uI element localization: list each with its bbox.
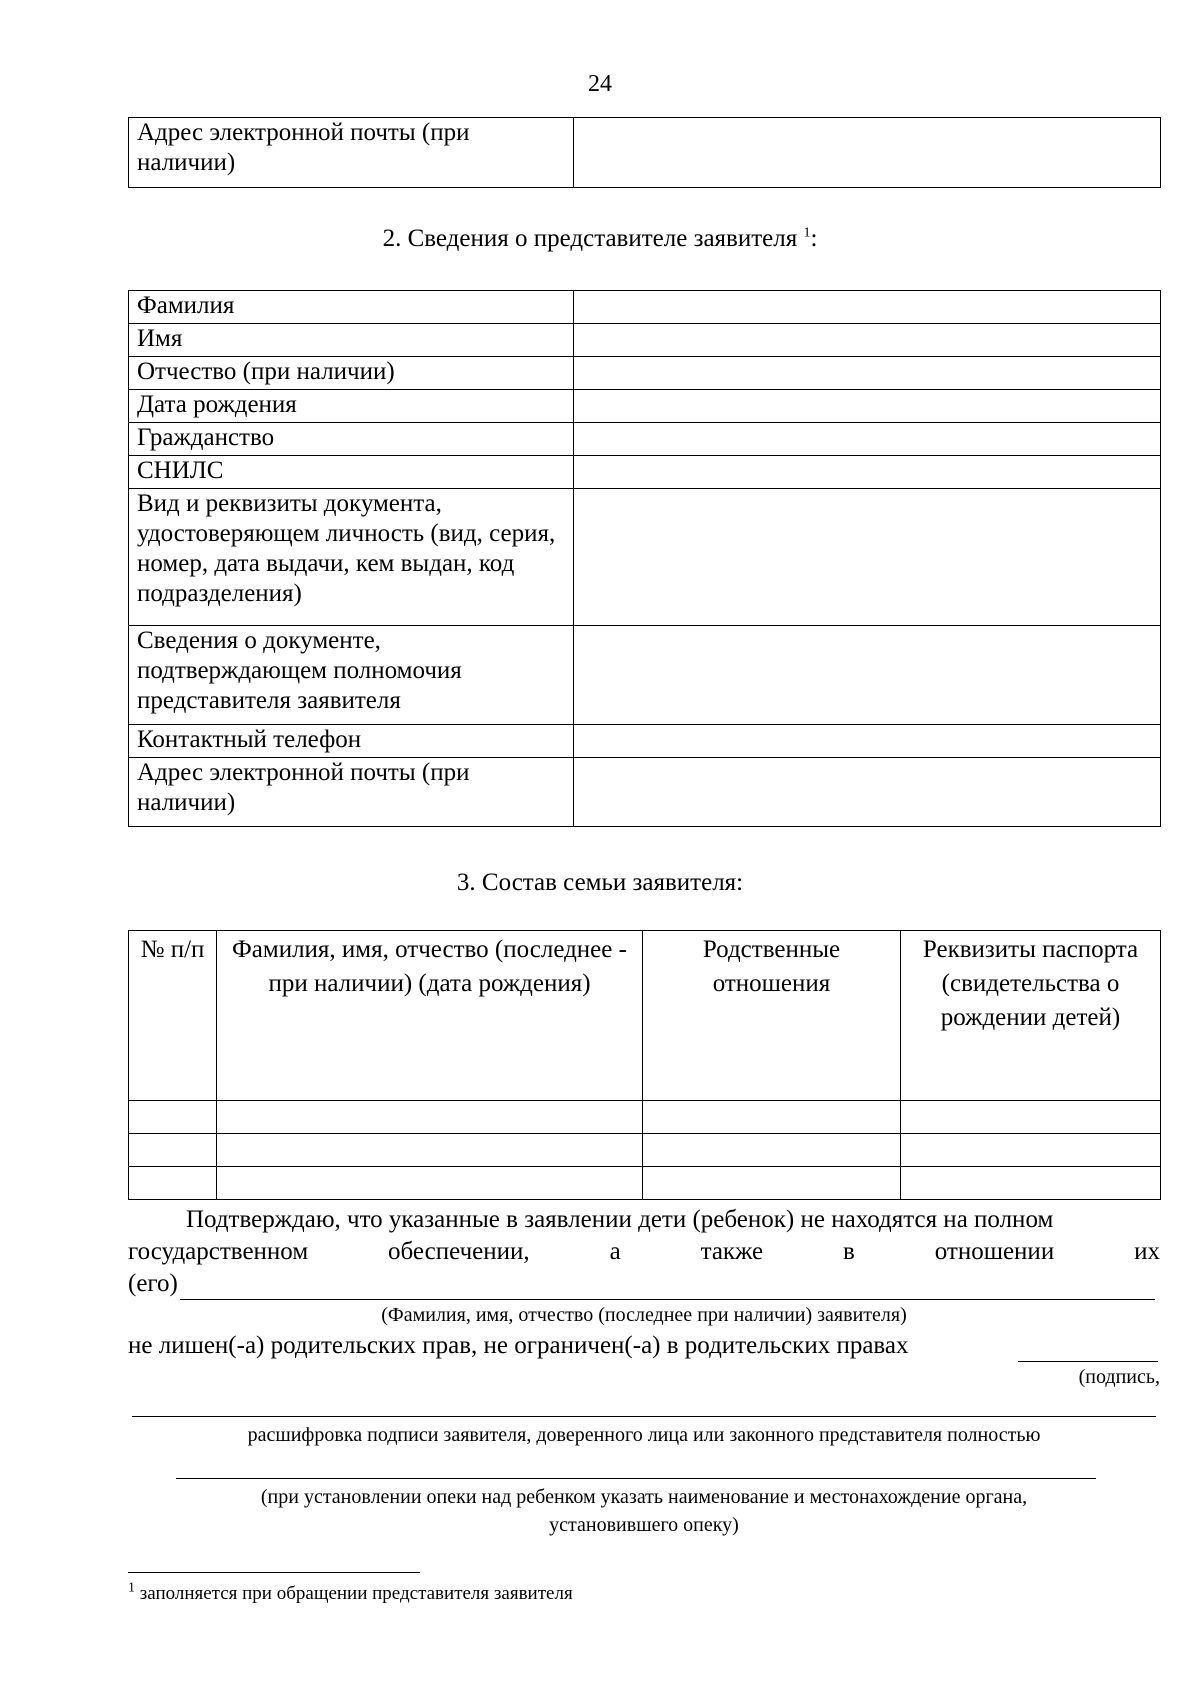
table-cell[interactable] — [129, 1167, 217, 1200]
guardian-caption-2: установившего опеку) — [549, 1514, 739, 1536]
table-row — [129, 758, 1161, 827]
table-row — [129, 423, 1161, 456]
footnote — [128, 1582, 573, 1606]
decode-line[interactable] — [132, 1416, 1156, 1417]
rights-line — [128, 1330, 1160, 1362]
field-label: Адрес электронной почты (при наличии) — [129, 118, 574, 188]
table-row — [129, 1134, 1161, 1167]
representative-table — [128, 290, 1161, 827]
table-cell[interactable] — [901, 1167, 1161, 1200]
table-cell[interactable] — [217, 1134, 643, 1167]
field-label: Адрес электронной почты (при наличии) — [129, 758, 574, 827]
field-label: Контактный телефон — [129, 725, 574, 758]
field-value[interactable] — [574, 357, 1161, 390]
footnote-mark: 1 — [803, 225, 811, 241]
table-cell[interactable] — [129, 1134, 217, 1167]
field-label: Фамилия — [129, 291, 574, 324]
footnote-rule — [128, 1572, 420, 1573]
table-cell[interactable] — [643, 1101, 901, 1134]
table-cell[interactable] — [129, 1101, 217, 1134]
field-value[interactable] — [574, 489, 1161, 626]
table-row — [129, 118, 1161, 188]
table-cell[interactable] — [643, 1167, 901, 1200]
field-label: СНИЛС — [129, 456, 574, 489]
applicant-name-field[interactable] — [180, 1273, 1155, 1300]
table-row — [129, 1167, 1161, 1200]
rights-text: не лишен(-а) родительских прав, не ограничен(-а) в родительских правах — [128, 1332, 909, 1359]
word: обеспечении, — [388, 1238, 530, 1265]
field-label: Гражданство — [129, 423, 574, 456]
table-cell[interactable] — [901, 1101, 1161, 1134]
field-value[interactable] — [574, 456, 1161, 489]
header-passport: Реквизиты паспорта (свидетельства о рождении детей) — [901, 931, 1161, 1101]
footnote-mark: 1 — [128, 1580, 135, 1596]
section2-title-text: 2. Сведения о представителе заявителя — [382, 225, 798, 252]
table-row — [129, 456, 1161, 489]
word: а — [609, 1238, 621, 1265]
confirmation-line-2 — [128, 1236, 1160, 1268]
word: государственном — [128, 1238, 309, 1265]
line3-prefix: (его) — [128, 1270, 178, 1297]
footnote-text: заполняется при обращении представителя заявителя — [139, 1583, 573, 1604]
confirmation-line-3 — [128, 1268, 1160, 1300]
field-value[interactable] — [574, 390, 1161, 423]
word: их — [1134, 1238, 1160, 1265]
table-row — [129, 489, 1161, 626]
field-label: Сведения о документе, подтверждающем полномочия представителя заявителя — [129, 626, 574, 725]
table-cell[interactable] — [643, 1134, 901, 1167]
field-value[interactable] — [574, 423, 1161, 456]
confirmation-line-1: Подтверждаю, что указанные в заявлении дети (ребенок) не находятся на полном — [186, 1206, 1054, 1233]
page-number: 24 — [588, 71, 612, 97]
table-cell[interactable] — [901, 1134, 1161, 1167]
table-row — [129, 357, 1161, 390]
guardian-caption-1: (при установлении опеки над ребенком указать наименование и местонахождение органа, — [260, 1486, 1028, 1508]
table-cell[interactable] — [217, 1167, 643, 1200]
word: также — [700, 1238, 764, 1265]
field-value[interactable] — [574, 626, 1161, 725]
table-row — [129, 390, 1161, 423]
field-value[interactable] — [574, 758, 1161, 827]
field-value[interactable] — [574, 291, 1161, 324]
table-row — [129, 626, 1161, 725]
word: в — [843, 1238, 855, 1265]
section3-title: 3. Состав семьи заявителя: — [456, 869, 744, 896]
field-label: Вид и реквизиты документа, удостоверяющем личность (вид, серия, номер, дата выдачи, кем выдан, код подразделения) — [129, 489, 574, 626]
field-label: Имя — [129, 324, 574, 357]
field-label: Отчество (при наличии) — [129, 357, 574, 390]
applicant-name-caption: (Фамилия, имя, отчество (последнее при наличии) заявителя) — [381, 1304, 907, 1326]
table-row — [129, 725, 1161, 758]
section2-title-suffix: : — [810, 225, 818, 252]
email-table — [128, 117, 1161, 188]
header-number: № п/п — [129, 931, 217, 1101]
field-value[interactable] — [574, 118, 1161, 188]
table-row — [129, 1101, 1161, 1134]
signature-caption: (подпись, — [1078, 1366, 1160, 1388]
table-cell[interactable] — [217, 1101, 643, 1134]
signature-field[interactable] — [1018, 1335, 1158, 1362]
table-header-row — [129, 931, 1161, 1101]
field-value[interactable] — [574, 324, 1161, 357]
section2-title — [0, 224, 1200, 254]
word: отношении — [934, 1238, 1055, 1265]
table-row — [129, 291, 1161, 324]
header-relation: Родственные отношения — [643, 931, 901, 1101]
field-label: Дата рождения — [129, 390, 574, 423]
family-table — [128, 930, 1161, 1200]
guardian-line[interactable] — [176, 1478, 1096, 1479]
table-row — [129, 324, 1161, 357]
header-full-name: Фамилия, имя, отчество (последнее - при наличии) (дата рождения) — [217, 931, 643, 1101]
field-value[interactable] — [574, 725, 1161, 758]
decode-caption: расшифровка подписи заявителя, доверенного лица или законного представителя полностью — [247, 1424, 1041, 1446]
